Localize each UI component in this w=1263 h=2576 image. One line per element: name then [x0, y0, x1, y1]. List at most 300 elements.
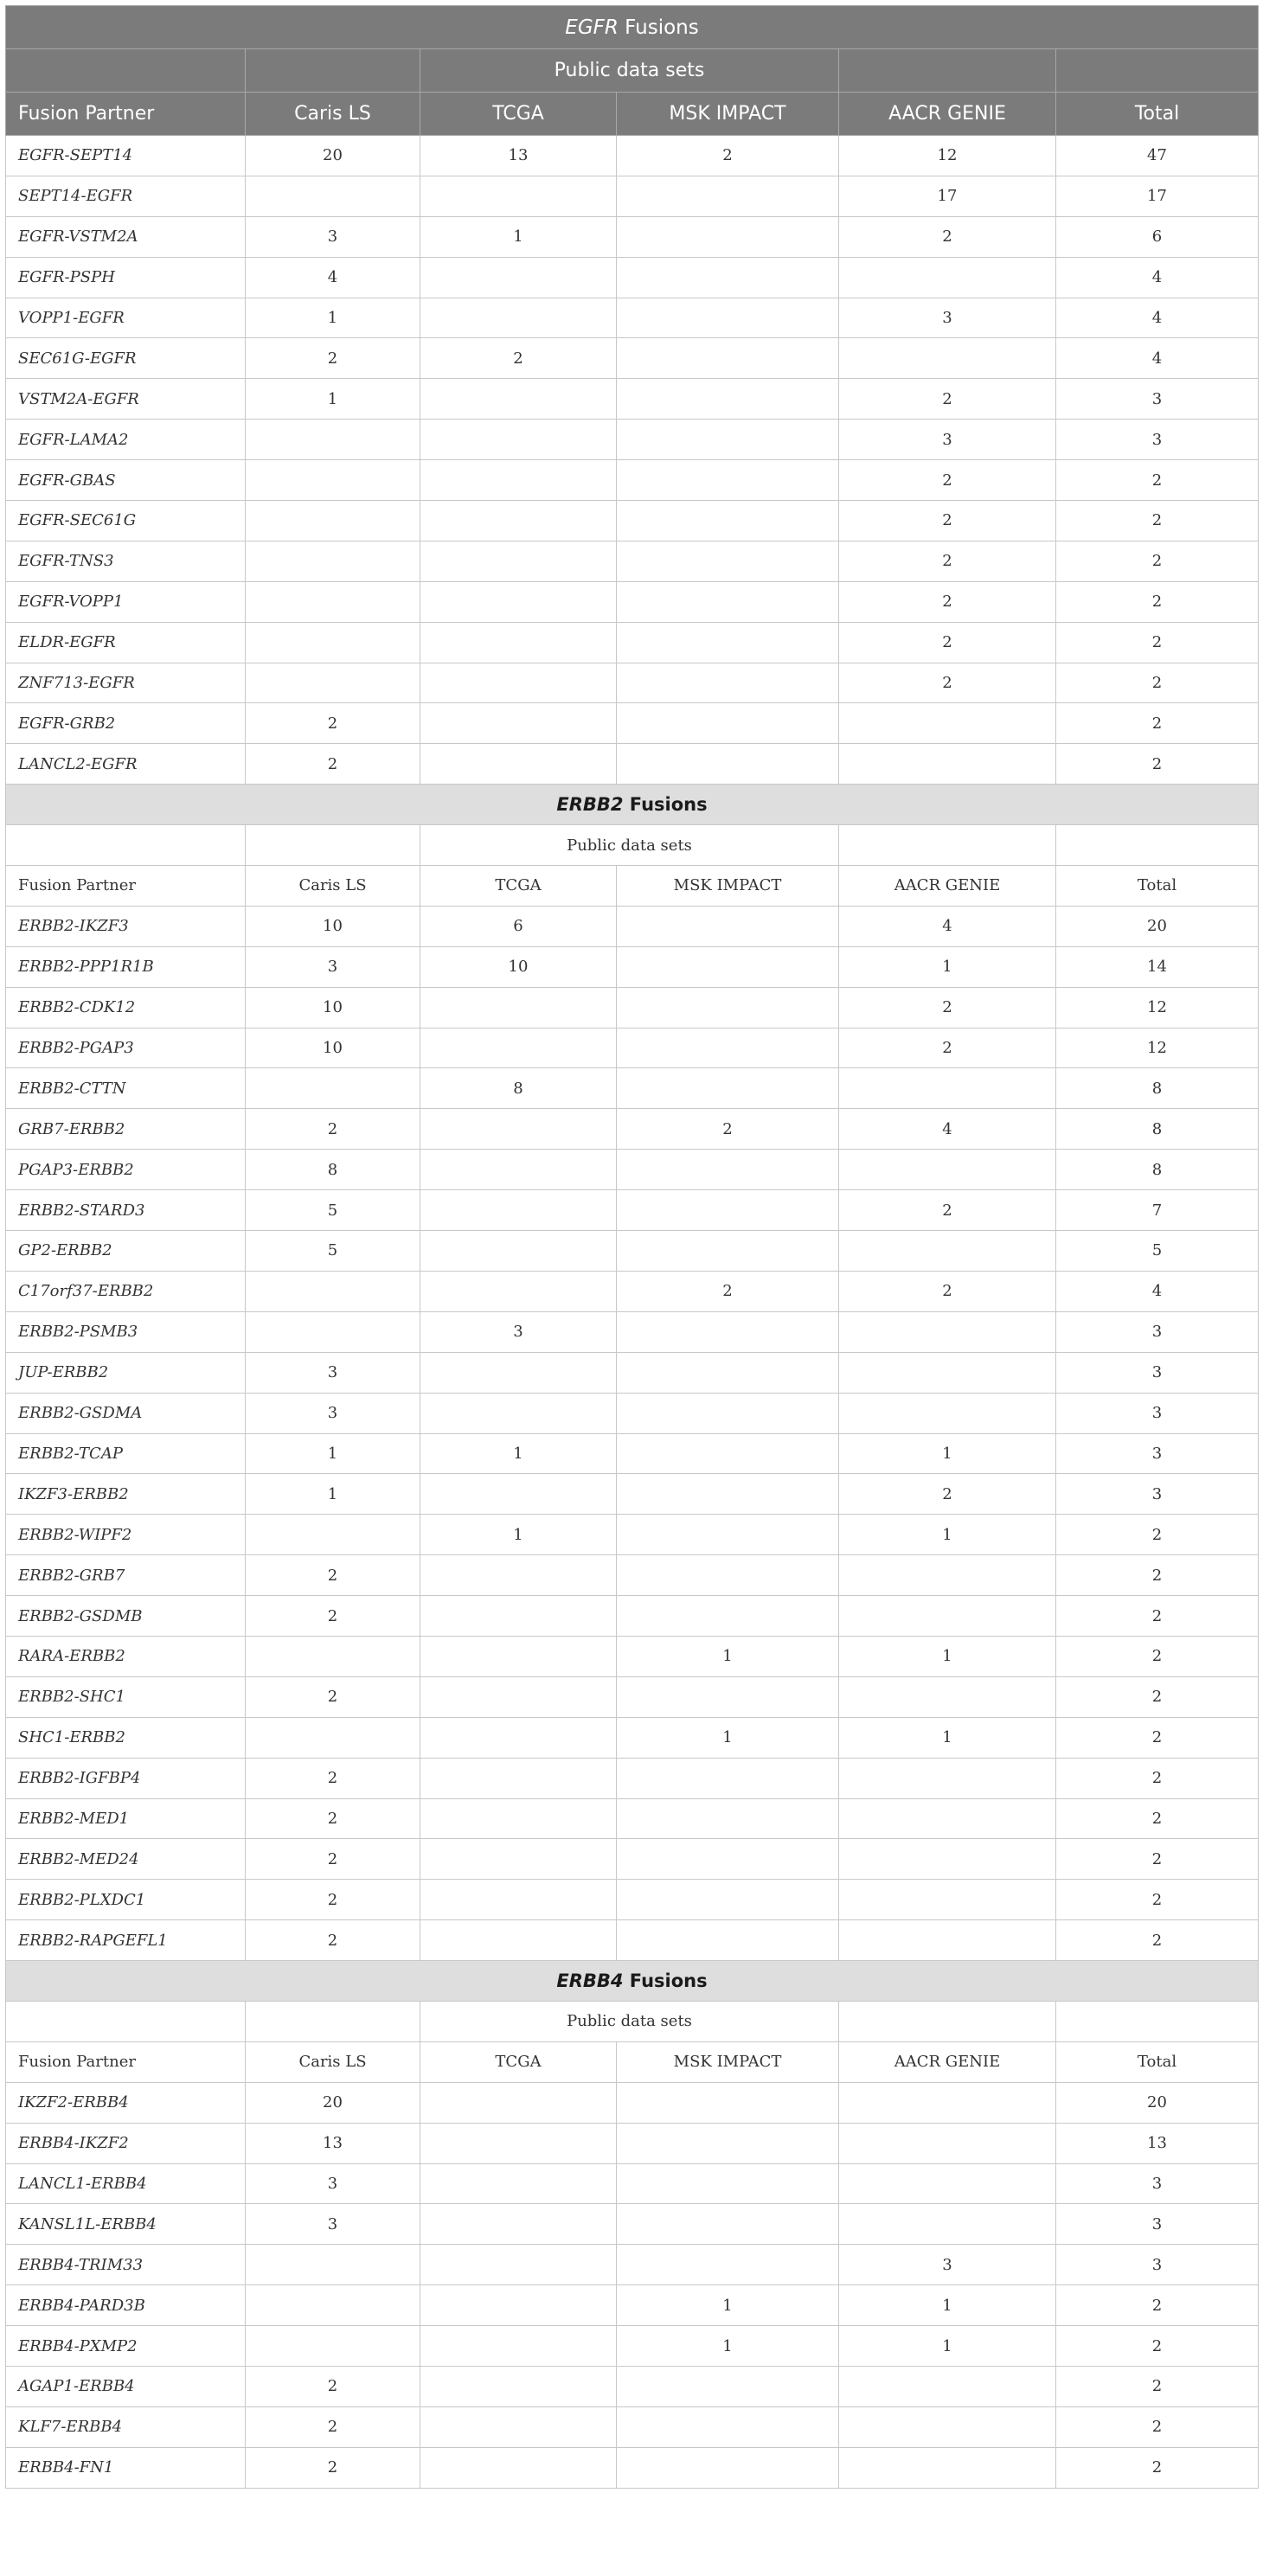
public-data-row: [6, 825, 1259, 866]
count-cell: 20: [1056, 2082, 1259, 2123]
table-row: [6, 1311, 1259, 1352]
table-row: [6, 1920, 1259, 1961]
empty-cell: [6, 2001, 246, 2041]
count-cell: 12: [839, 136, 1056, 176]
count-cell: [617, 1231, 839, 1272]
count-cell: [420, 2326, 617, 2367]
count-cell: [617, 1676, 839, 1717]
count-cell: [839, 1231, 1056, 1272]
count-cell: [420, 1109, 617, 1150]
table-row: [6, 1474, 1259, 1515]
count-cell: 2: [1056, 2326, 1259, 2367]
section-suffix: Fusions: [623, 794, 708, 816]
count-cell: [420, 1798, 617, 1839]
fusion-partner-cell: KANSL1L-ERBB4: [6, 2204, 246, 2245]
count-cell: 2: [1056, 1676, 1259, 1717]
count-cell: 20: [246, 2082, 420, 2123]
count-cell: [420, 420, 617, 460]
count-cell: 3: [1056, 2245, 1259, 2285]
table-row: [6, 2163, 1259, 2204]
fusion-partner-cell: GP2-ERBB2: [6, 1231, 246, 1272]
empty-cell: [246, 2001, 420, 2041]
count-cell: [617, 1839, 839, 1880]
fusion-partner-cell: ERBB4-IKZF2: [6, 2123, 246, 2163]
count-cell: [617, 703, 839, 744]
table-row: [6, 1271, 1259, 1311]
count-cell: 13: [246, 2123, 420, 2163]
count-cell: 17: [839, 176, 1056, 216]
count-cell: [839, 1920, 1056, 1961]
section-title-row: [6, 785, 1259, 825]
section-gene: ERBB4: [556, 1970, 624, 1992]
table-row: [6, 2326, 1259, 2367]
count-cell: [839, 1150, 1056, 1190]
count-cell: [617, 1433, 839, 1474]
table-row: [6, 176, 1259, 216]
fusion-partner-cell: SHC1-ERBB2: [6, 1717, 246, 1758]
count-cell: [617, 2366, 839, 2406]
fusion-partner-cell: LANCL1-ERBB4: [6, 2163, 246, 2204]
count-cell: 17: [1056, 176, 1259, 216]
count-cell: [420, 501, 617, 541]
count-cell: [617, 257, 839, 298]
count-cell: [617, 946, 839, 987]
count-cell: [617, 298, 839, 338]
table-row: [6, 501, 1259, 541]
column-header: Caris LS: [246, 93, 420, 136]
count-cell: 2: [1056, 703, 1259, 744]
count-cell: 4: [839, 906, 1056, 946]
count-cell: 2: [1056, 744, 1259, 785]
fusion-partner-cell: EGFR-VSTM2A: [6, 216, 246, 257]
count-cell: 1: [420, 1515, 617, 1555]
table-row: [6, 622, 1259, 663]
count-cell: [420, 2082, 617, 2123]
count-cell: [420, 1920, 617, 1961]
count-cell: [420, 176, 617, 216]
count-cell: 3: [839, 2245, 1056, 2285]
count-cell: [839, 703, 1056, 744]
count-cell: [420, 2245, 617, 2285]
count-cell: [617, 1920, 839, 1961]
count-cell: 3: [1056, 1433, 1259, 1474]
fusion-partner-cell: ERBB2-SHC1: [6, 1676, 246, 1717]
count-cell: [617, 906, 839, 946]
count-cell: 10: [420, 946, 617, 987]
count-cell: 2: [839, 379, 1056, 420]
count-cell: [420, 1028, 617, 1068]
count-cell: 4: [1056, 1271, 1259, 1311]
count-cell: 47: [1056, 136, 1259, 176]
count-cell: [420, 1150, 617, 1190]
count-cell: 1: [839, 1636, 1056, 1676]
count-cell: [839, 1068, 1056, 1109]
count-cell: 3: [1056, 1474, 1259, 1515]
fusion-partner-cell: ERBB2-GSDMA: [6, 1393, 246, 1433]
count-cell: [420, 2366, 617, 2406]
count-cell: [617, 501, 839, 541]
column-header: TCGA: [420, 866, 617, 907]
count-cell: [617, 541, 839, 581]
table-row: [6, 946, 1259, 987]
section-suffix: Fusions: [618, 16, 699, 39]
count-cell: [839, 2366, 1056, 2406]
count-cell: 2: [1056, 1798, 1259, 1839]
count-cell: 20: [1056, 906, 1259, 946]
count-cell: [839, 2204, 1056, 2245]
table-row: [6, 1028, 1259, 1068]
table-row: [6, 2082, 1259, 2123]
count-cell: [839, 1555, 1056, 1596]
section-title: [6, 6, 1259, 49]
count-cell: [420, 744, 617, 785]
count-cell: [839, 1352, 1056, 1393]
count-cell: [420, 1839, 617, 1880]
fusion-partner-cell: ZNF713-EGFR: [6, 663, 246, 703]
count-cell: 3: [420, 1311, 617, 1352]
fusion-partner-cell: ERBB4-TRIM33: [6, 2245, 246, 2285]
column-header: Fusion Partner: [6, 866, 246, 907]
fusion-partner-cell: ERBB2-MED24: [6, 1839, 246, 1880]
count-cell: 2: [839, 541, 1056, 581]
count-cell: 3: [1056, 2204, 1259, 2245]
count-cell: [246, 2285, 420, 2326]
section-title-row: [6, 6, 1259, 49]
count-cell: 2: [839, 581, 1056, 622]
fusion-partner-cell: ERBB2-PPP1R1B: [6, 946, 246, 987]
table-row: [6, 420, 1259, 460]
table-row: [6, 1068, 1259, 1109]
count-cell: 6: [1056, 216, 1259, 257]
count-cell: 2: [246, 1109, 420, 1150]
count-cell: 2: [1056, 460, 1259, 501]
table-row: [6, 216, 1259, 257]
count-cell: 8: [1056, 1150, 1259, 1190]
count-cell: [420, 2163, 617, 2204]
column-header-row: [6, 93, 1259, 136]
table-row: [6, 1676, 1259, 1717]
fusions-table-body: [6, 6, 1259, 2489]
section-title: [6, 785, 1259, 825]
section-gene: ERBB2: [556, 794, 624, 816]
fusion-partner-cell: ERBB2-PGAP3: [6, 1028, 246, 1068]
public-data-label: Public data sets: [420, 825, 839, 866]
count-cell: 3: [246, 946, 420, 987]
count-cell: [246, 1636, 420, 1676]
count-cell: [420, 1231, 617, 1272]
table-row: [6, 2245, 1259, 2285]
fusion-partner-cell: KLF7-ERBB4: [6, 2406, 246, 2447]
fusion-partner-cell: ERBB2-GSDMB: [6, 1596, 246, 1637]
count-cell: 2: [1056, 2406, 1259, 2447]
count-cell: 13: [1056, 2123, 1259, 2163]
table-row: [6, 1798, 1259, 1839]
count-cell: 2: [1056, 663, 1259, 703]
column-header: TCGA: [420, 93, 617, 136]
fusion-partner-cell: LANCL2-EGFR: [6, 744, 246, 785]
count-cell: 2: [1056, 1717, 1259, 1758]
count-cell: [839, 1839, 1056, 1880]
section-gene: EGFR: [565, 16, 619, 39]
count-cell: [246, 1515, 420, 1555]
count-cell: [617, 2082, 839, 2123]
count-cell: [839, 1676, 1056, 1717]
count-cell: 1: [839, 2326, 1056, 2367]
column-header-row: [6, 866, 1259, 907]
count-cell: [246, 460, 420, 501]
count-cell: 5: [246, 1231, 420, 1272]
fusion-partner-cell: EGFR-GRB2: [6, 703, 246, 744]
count-cell: 2: [839, 1028, 1056, 1068]
column-header: Total: [1056, 866, 1259, 907]
table-row: [6, 663, 1259, 703]
fusion-partner-cell: ERBB2-CTTN: [6, 1068, 246, 1109]
count-cell: 2: [246, 1798, 420, 1839]
public-data-row: [6, 2001, 1259, 2041]
table-row: [6, 1636, 1259, 1676]
table-row: [6, 136, 1259, 176]
count-cell: [839, 1798, 1056, 1839]
count-cell: 2: [246, 1880, 420, 1920]
count-cell: [420, 379, 617, 420]
count-cell: 8: [1056, 1109, 1259, 1150]
count-cell: [420, 987, 617, 1028]
count-cell: 6: [420, 906, 617, 946]
count-cell: [420, 2285, 617, 2326]
count-cell: [839, 1393, 1056, 1433]
count-cell: [617, 338, 839, 379]
count-cell: 10: [246, 987, 420, 1028]
column-header: Fusion Partner: [6, 93, 246, 136]
count-cell: 8: [246, 1150, 420, 1190]
count-cell: [420, 663, 617, 703]
count-cell: 1: [420, 216, 617, 257]
count-cell: 3: [246, 1393, 420, 1433]
count-cell: [420, 541, 617, 581]
count-cell: 5: [246, 1190, 420, 1231]
count-cell: 2: [839, 1190, 1056, 1231]
public-data-label: Public data sets: [420, 2001, 839, 2041]
count-cell: 10: [246, 906, 420, 946]
count-cell: 2: [839, 216, 1056, 257]
fusions-table: [5, 5, 1259, 2489]
count-cell: [617, 1555, 839, 1596]
count-cell: 2: [420, 338, 617, 379]
count-cell: [839, 338, 1056, 379]
table-row: [6, 1109, 1259, 1150]
count-cell: 2: [246, 1555, 420, 1596]
table-row: [6, 2285, 1259, 2326]
count-cell: 3: [1056, 1311, 1259, 1352]
fusion-partner-cell: ERBB2-TCAP: [6, 1433, 246, 1474]
fusion-partner-cell: JUP-ERBB2: [6, 1352, 246, 1393]
count-cell: 1: [617, 2285, 839, 2326]
section-title-row: [6, 1961, 1259, 2002]
count-cell: 2: [1056, 581, 1259, 622]
table-row: [6, 906, 1259, 946]
count-cell: 2: [246, 1676, 420, 1717]
count-cell: [246, 176, 420, 216]
count-cell: [617, 216, 839, 257]
count-cell: 4: [1056, 338, 1259, 379]
count-cell: 2: [839, 501, 1056, 541]
fusion-partner-cell: EGFR-PSPH: [6, 257, 246, 298]
count-cell: 1: [246, 298, 420, 338]
count-cell: [617, 379, 839, 420]
empty-cell: [1056, 2001, 1259, 2041]
count-cell: [246, 1068, 420, 1109]
count-cell: [420, 622, 617, 663]
count-cell: [617, 622, 839, 663]
count-cell: 1: [617, 2326, 839, 2367]
column-header: AACR GENIE: [839, 93, 1056, 136]
count-cell: 1: [839, 1515, 1056, 1555]
fusion-partner-cell: GRB7-ERBB2: [6, 1109, 246, 1150]
count-cell: [246, 622, 420, 663]
count-cell: [839, 1758, 1056, 1798]
empty-cell: [1056, 49, 1259, 93]
count-cell: 2: [1056, 2447, 1259, 2488]
table-row: [6, 298, 1259, 338]
count-cell: 2: [246, 1596, 420, 1637]
count-cell: [617, 2204, 839, 2245]
count-cell: 2: [839, 987, 1056, 1028]
count-cell: 1: [246, 1433, 420, 1474]
empty-cell: [6, 825, 246, 866]
table-row: [6, 1433, 1259, 1474]
count-cell: 1: [839, 2285, 1056, 2326]
count-cell: 7: [1056, 1190, 1259, 1231]
empty-cell: [6, 49, 246, 93]
count-cell: 2: [1056, 1555, 1259, 1596]
count-cell: [420, 1717, 617, 1758]
fusion-partner-cell: EGFR-TNS3: [6, 541, 246, 581]
count-cell: 2: [246, 703, 420, 744]
fusion-partner-cell: C17orf37-ERBB2: [6, 1271, 246, 1311]
count-cell: [839, 2163, 1056, 2204]
table-row: [6, 2204, 1259, 2245]
count-cell: [839, 744, 1056, 785]
fusion-partner-cell: IKZF2-ERBB4: [6, 2082, 246, 2123]
count-cell: [617, 663, 839, 703]
count-cell: [420, 257, 617, 298]
count-cell: 3: [839, 298, 1056, 338]
count-cell: [617, 460, 839, 501]
column-header: Total: [1056, 93, 1259, 136]
count-cell: [617, 1474, 839, 1515]
fusion-partner-cell: EGFR-SEPT14: [6, 136, 246, 176]
table-row: [6, 1150, 1259, 1190]
table-row: [6, 2447, 1259, 2488]
count-cell: [420, 1393, 617, 1433]
fusion-partner-cell: ERBB2-RAPGEFL1: [6, 1920, 246, 1961]
fusion-partner-cell: ERBB2-CDK12: [6, 987, 246, 1028]
count-cell: 2: [839, 663, 1056, 703]
count-cell: [617, 2406, 839, 2447]
count-cell: 14: [1056, 946, 1259, 987]
count-cell: 2: [1056, 1636, 1259, 1676]
count-cell: 2: [1056, 1596, 1259, 1637]
empty-cell: [246, 825, 420, 866]
count-cell: [246, 2245, 420, 2285]
column-header: MSK IMPACT: [617, 93, 839, 136]
column-header: MSK IMPACT: [617, 866, 839, 907]
count-cell: 2: [1056, 541, 1259, 581]
count-cell: [617, 2447, 839, 2488]
count-cell: 20: [246, 136, 420, 176]
count-cell: 3: [1056, 2163, 1259, 2204]
count-cell: 2: [1056, 2285, 1259, 2326]
table-row: [6, 1190, 1259, 1231]
fusion-partner-cell: ERBB2-WIPF2: [6, 1515, 246, 1555]
count-cell: 2: [246, 1839, 420, 1880]
count-cell: [839, 257, 1056, 298]
count-cell: 3: [246, 2204, 420, 2245]
fusion-partner-cell: PGAP3-ERBB2: [6, 1150, 246, 1190]
table-row: [6, 1839, 1259, 1880]
table-row: [6, 541, 1259, 581]
count-cell: [420, 703, 617, 744]
fusion-partner-cell: ERBB2-GRB7: [6, 1555, 246, 1596]
fusion-partner-cell: EGFR-VOPP1: [6, 581, 246, 622]
count-cell: 8: [420, 1068, 617, 1109]
count-cell: 2: [246, 2406, 420, 2447]
table-row: [6, 1880, 1259, 1920]
count-cell: 3: [246, 216, 420, 257]
public-data-label: Public data sets: [420, 49, 839, 93]
count-cell: [617, 1068, 839, 1109]
public-data-row: [6, 49, 1259, 93]
count-cell: 3: [1056, 420, 1259, 460]
fusion-partner-cell: EGFR-SEC61G: [6, 501, 246, 541]
fusion-partner-cell: ERBB2-STARD3: [6, 1190, 246, 1231]
count-cell: 2: [1056, 1515, 1259, 1555]
count-cell: 2: [1056, 1920, 1259, 1961]
count-cell: 3: [1056, 379, 1259, 420]
count-cell: 1: [839, 946, 1056, 987]
count-cell: [246, 501, 420, 541]
count-cell: 3: [1056, 1393, 1259, 1433]
fusion-partner-cell: SEPT14-EGFR: [6, 176, 246, 216]
count-cell: 2: [1056, 622, 1259, 663]
count-cell: [839, 2123, 1056, 2163]
count-cell: [246, 541, 420, 581]
count-cell: [246, 581, 420, 622]
section-suffix: Fusions: [623, 1970, 708, 1992]
count-cell: 2: [246, 1758, 420, 1798]
table-row: [6, 1231, 1259, 1272]
count-cell: [839, 1311, 1056, 1352]
table-row: [6, 460, 1259, 501]
count-cell: [617, 1028, 839, 1068]
empty-cell: [839, 825, 1056, 866]
fusion-partner-cell: ERBB2-PLXDC1: [6, 1880, 246, 1920]
count-cell: [420, 2406, 617, 2447]
count-cell: 2: [1056, 2366, 1259, 2406]
count-cell: 10: [246, 1028, 420, 1068]
count-cell: 1: [246, 379, 420, 420]
count-cell: 2: [246, 2447, 420, 2488]
count-cell: 2: [839, 1474, 1056, 1515]
count-cell: 2: [246, 1920, 420, 1961]
table-row: [6, 744, 1259, 785]
table-row: [6, 1555, 1259, 1596]
count-cell: 2: [839, 622, 1056, 663]
table-row: [6, 703, 1259, 744]
count-cell: [839, 2082, 1056, 2123]
count-cell: 2: [246, 338, 420, 379]
count-cell: 8: [1056, 1068, 1259, 1109]
